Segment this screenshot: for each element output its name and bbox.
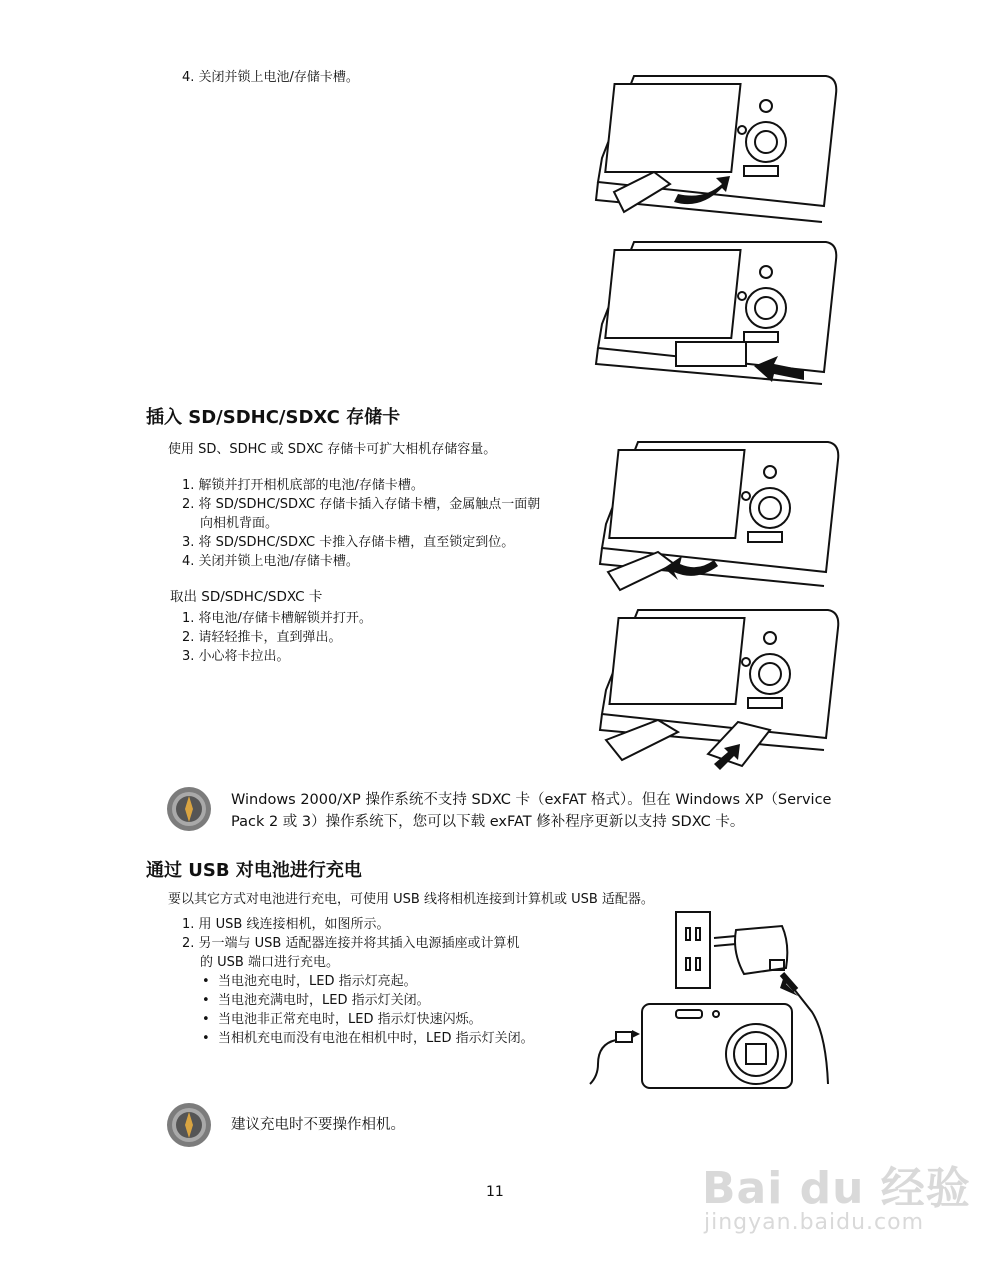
step-text: 3. 将 SD/SDHC/SDXC 卡推入存储卡槽，直至锁定到位。 [182, 535, 515, 550]
camera-sd-card-insert-illustration [598, 604, 842, 774]
bullet-text: 当电池非正常充电时，LED 指示灯快速闪烁。 [218, 1012, 482, 1027]
step-text: 的 USB 端口进行充电。 [200, 955, 339, 970]
note-icon [166, 1102, 212, 1148]
intro-text: 要以其它方式对电池进行充电，可使用 USB 线将相机连接到计算机或 USB 适配器。 [168, 892, 654, 907]
bullet-icon: • [202, 993, 210, 1008]
bullet-text: 当相机充电而没有电池在相机中时，LED 指示灯关闭。 [218, 1031, 534, 1046]
bullet-icon: • [202, 1012, 210, 1027]
intro-text: 使用 SD、SDHC 或 SDXC 存储卡可扩大相机存储容量。 [168, 442, 497, 457]
camera-locking-door-illustration [594, 236, 840, 386]
step-text: 4. 关闭并锁上电池/存储卡槽。 [182, 70, 359, 85]
step-text: 向相机背面。 [200, 516, 279, 531]
bullet-icon: • [202, 974, 210, 989]
bullet-icon: • [202, 1031, 210, 1046]
bullet-text: 当电池充电时，LED 指示灯亮起。 [218, 974, 417, 989]
page-number: 11 [486, 1184, 504, 1200]
watermark-url: jingyan.baidu.com [704, 1210, 925, 1235]
note-text: 建议充电时不要操作相机。 [231, 1117, 405, 1133]
camera-closing-door-illustration [594, 70, 840, 220]
step-text: 2. 将 SD/SDHC/SDXC 存储卡插入存储卡槽，金属触点一面朝 [182, 497, 541, 512]
note-text: Windows 2000/XP 操作系统不支持 SDXC 卡（exFAT 格式）。但在 Windows XP（Service [231, 792, 832, 808]
camera-opening-door-illustration [598, 436, 842, 586]
step-text: 4. 关闭并锁上电池/存储卡槽。 [182, 554, 359, 569]
step-text: 2. 另一端与 USB 适配器连接并将其插入电源插座或计算机 [182, 936, 520, 951]
note-icon [166, 786, 212, 832]
note-text: Pack 2 或 3）操作系统下，您可以下载 exFAT 修补程序更新以支持 SDXC 卡。 [231, 814, 745, 830]
step-text: 1. 用 USB 线连接相机，如图所示。 [182, 917, 390, 932]
watermark-logo: Bai du 经验 [702, 1163, 971, 1214]
bullet-text: 当电池充满电时，LED 指示灯关闭。 [218, 993, 430, 1008]
step-text: 2. 请轻轻推卡，直到弹出。 [182, 630, 342, 645]
section-title-usb-charging: 通过 USB 对电池进行充电 [146, 860, 362, 881]
step-text: 3. 小心将卡拉出。 [182, 649, 290, 664]
subsection-title-remove-card: 取出 SD/SDHC/SDXC 卡 [170, 589, 323, 605]
step-text: 1. 解锁并打开相机底部的电池/存储卡槽。 [182, 478, 424, 493]
section-title-sd-card: 插入 SD/SDHC/SDXC 存储卡 [146, 407, 401, 428]
step-text: 1. 将电池/存储卡槽解锁并打开。 [182, 611, 372, 626]
usb-charging-illustration [576, 904, 852, 1090]
